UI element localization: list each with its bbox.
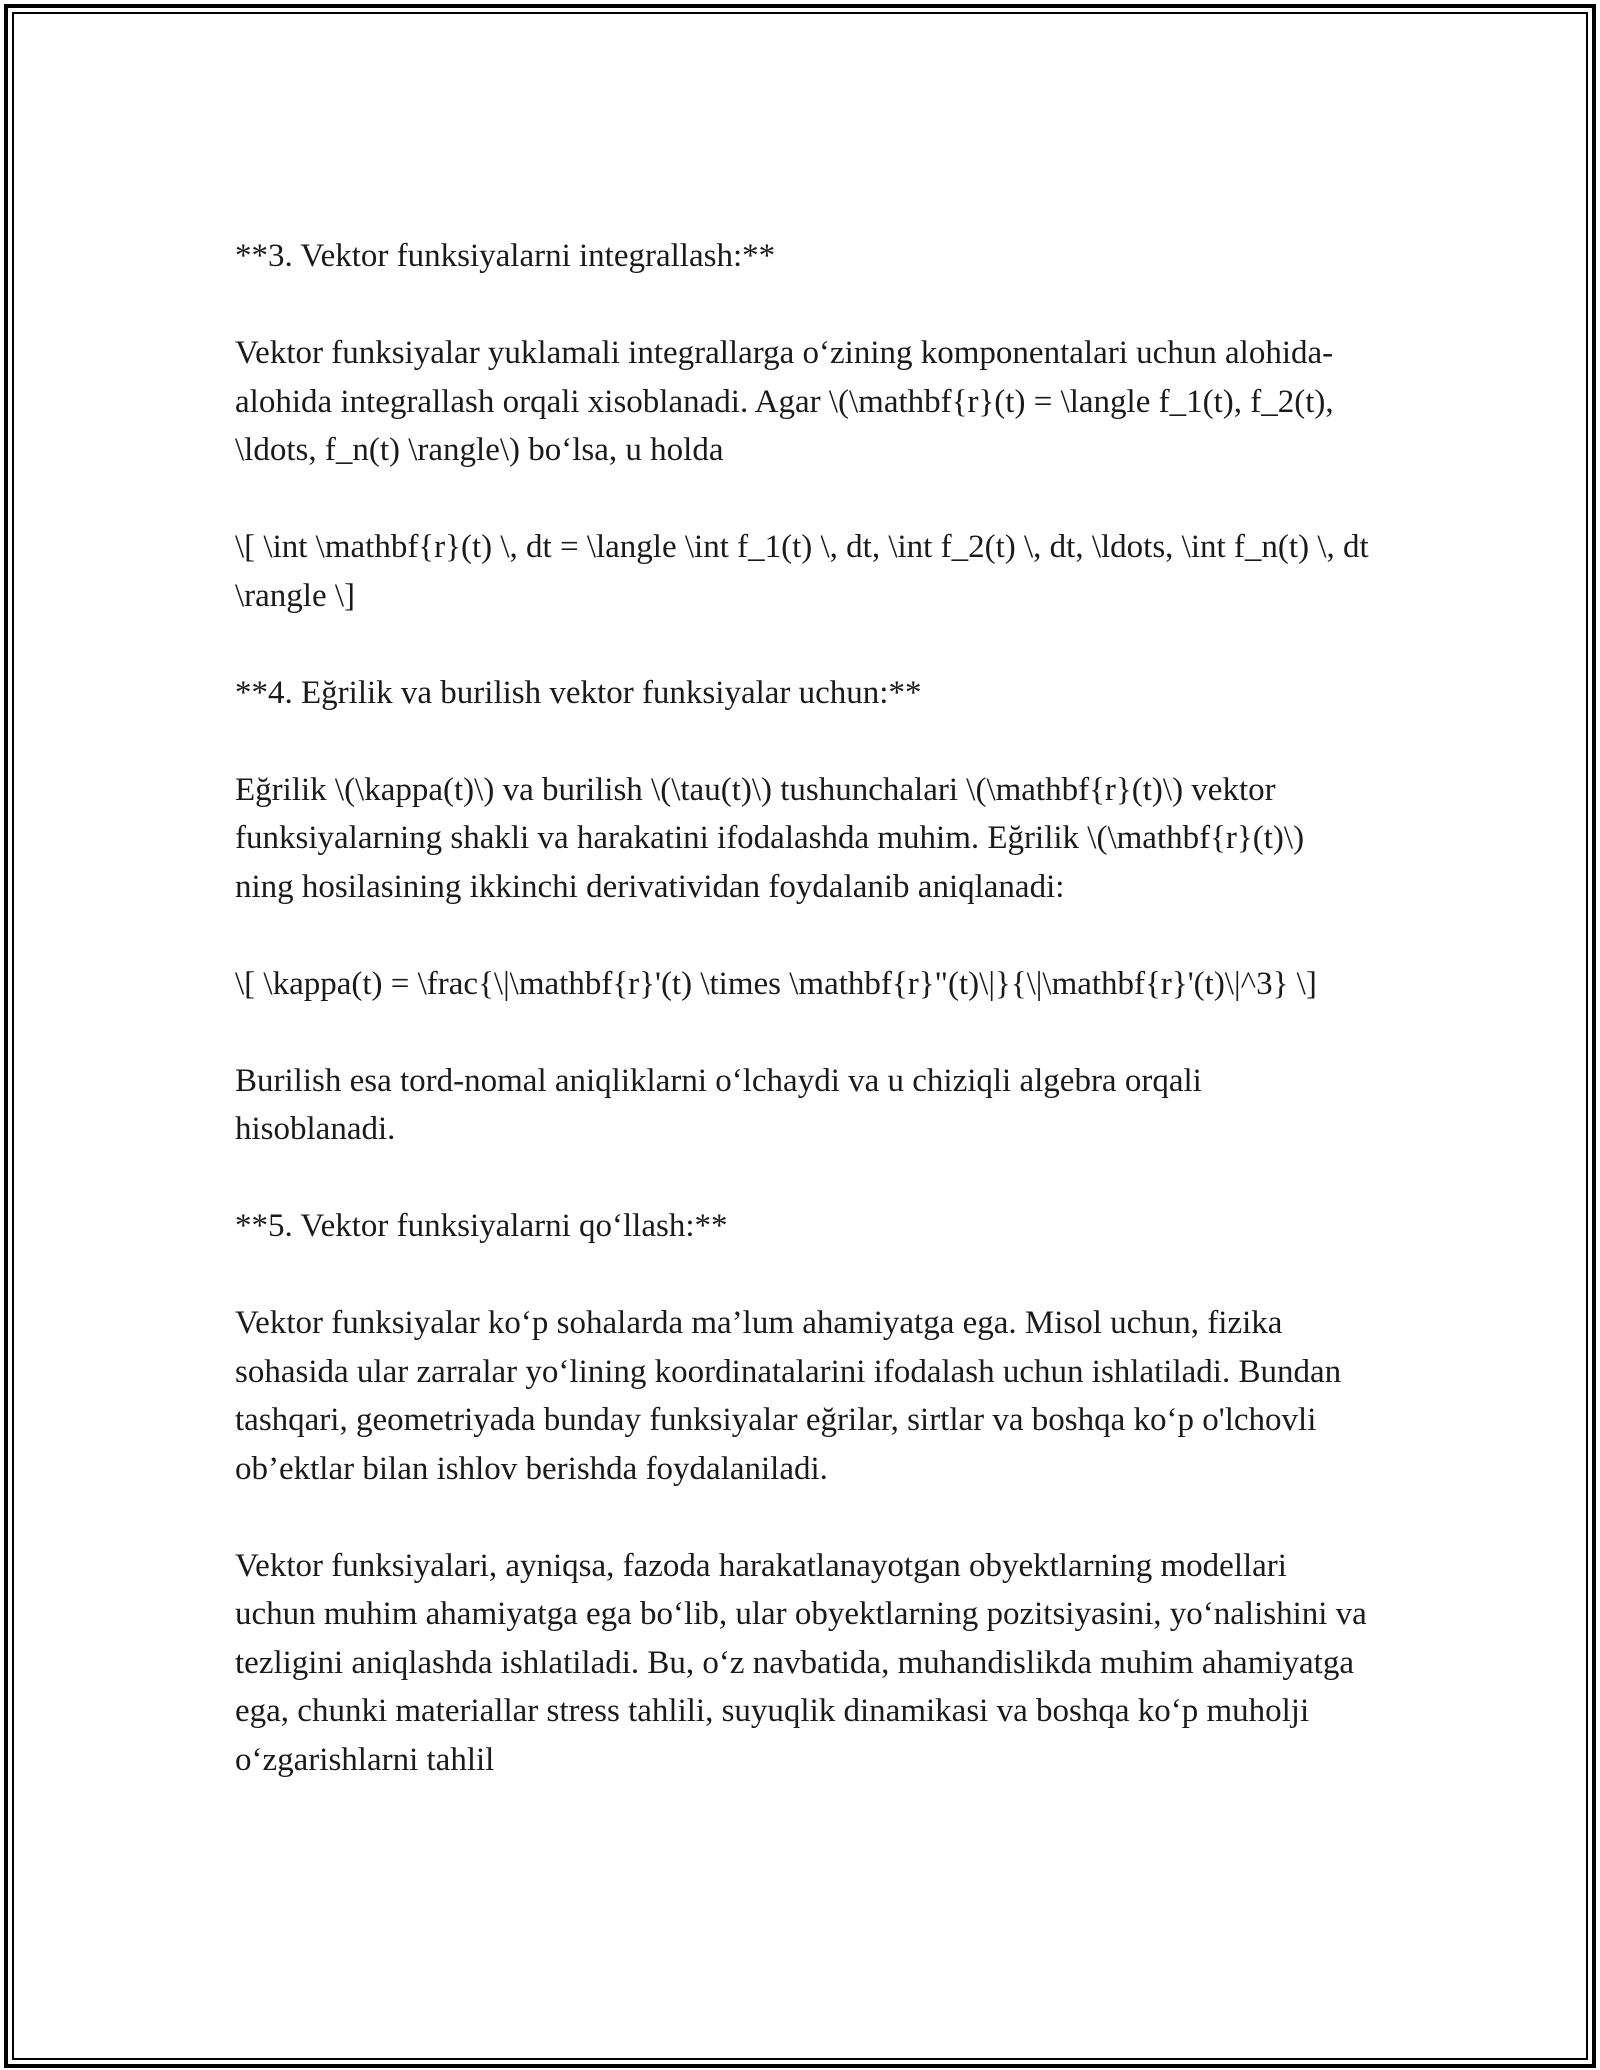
section-5-paragraph: Vektor funksiyalar ko‘p sohalarda ma’lum ahamiyatga ega. Misol uchun, fizika sohasida ular zarralar yo‘lining koordinatalarini ifodalash uchun ishlatiladi. Bundan tashqari, geometriyada bunday funksiyalar eğrilar, sirtlar va boshqa ko‘p o'lchovli ob’ektlar bilan ishlov berishda foydalaniladi. xyxy=(235,1305,1342,1487)
section-4-heading: **4. Eğrilik va burilish vektor funksiyalar uchun:** xyxy=(235,674,922,711)
integral-formula: \[ \int \mathbf{r}(t) \, dt = \langle \int f_1(t) \, dt, \int f_2(t) \, dt, \ldots, \int f_n(t) \, dt \rangle \] xyxy=(235,529,1369,614)
applications-paragraph: Vektor funksiyalari, ayniqsa, fazoda harakatlanayotgan obyektlarning modellari uchun muhim ahamiyatga ega bo‘lib, ular obyektlarning pozitsiyasini, yo‘nalishini va tezligini aniqlashda ishlatiladi. Bu, o‘z navbatida, muhandislikda muhim ahamiyatga ega, chunki materiallar stress tahlili, suyuqlik dinamikasi va boshqa ko‘p muholji o‘zgarishlarni tahlil xyxy=(235,1547,1367,1778)
section-3-paragraph: Vektor funksiyalar yuklamali integrallarga o‘zining komponentalari uchun alohida-alohida integrallash orqali xisoblanadi. Agar \(\mathbf{r}(t) = \langle f_1(t), f_2(t), \ldots, f_n(t) \rangle\) bo‘lsa, u holda xyxy=(235,335,1334,468)
document-body xyxy=(235,232,1370,1833)
section-5-heading: **5. Vektor funksiyalarni qo‘llash:** xyxy=(235,1208,728,1244)
section-4-paragraph: Eğrilik \(\kappa(t)\) va burilish \(\tau(t)\) tushunchalari \(\mathbf{r}(t)\) vektor funksiyalarning shakli va harakatini ifodalashda muhim. Eğrilik \(\mathbf{r}(t)\) ning hosilasining ikkinchi derivatividan foydalanib aniqlanadi: xyxy=(235,771,1305,905)
curvature-formula: \[ \kappa(t) = \frac{\|\mathbf{r}'(t) \times \mathbf{r}"(t)\|}{\|\mathbf{r}'(t)\|^3} \] xyxy=(235,965,1317,1002)
torsion-paragraph: Burilish esa tord-nomal aniqliklarni o‘lchaydi va u chiziqli algebra orqali hisoblanadi. xyxy=(235,1062,1202,1147)
section-3-heading: **3. Vektor funksiyalarni integrallash:** xyxy=(235,238,776,274)
